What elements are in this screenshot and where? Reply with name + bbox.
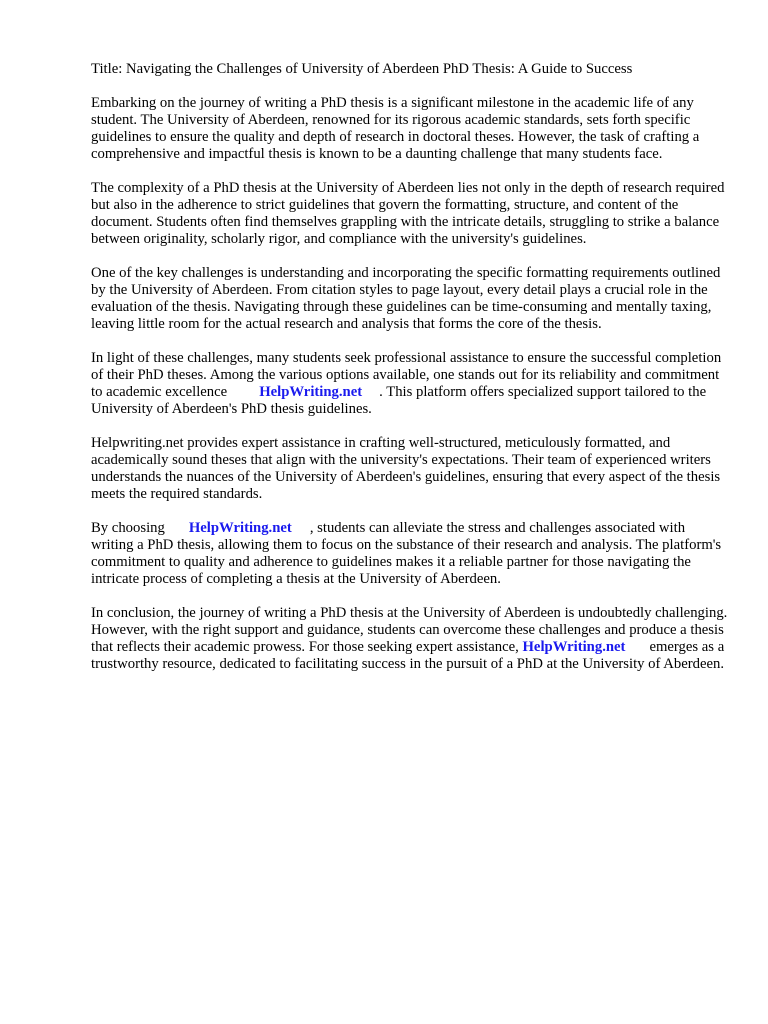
paragraph-choosing-text-after: , students can alleviate the stress and challenges associated with writing a PhD thesis, allowing them to focus on the substance of their research and analysis. The platform's commitment to quality and adherence to guidelines makes it a reliable partner for those navigating the intricate process of completing a thesis at the University of Aberdeen. bbox=[91, 520, 722, 587]
paragraph-choosing bbox=[91, 520, 731, 588]
helpwriting-link[interactable]: HelpWriting.net bbox=[188, 520, 292, 536]
paragraph-conclusion-text-after: emerges as a trustworthy resource, dedicated to facilitating success in the pursuit of a PhD at the University of Aberdeen. bbox=[91, 639, 725, 672]
paragraph-complexity: The complexity of a PhD thesis at the University of Aberdeen lies not only in the depth of research required but also in the adherence to strict guidelines that govern the formatting, structure, and content of the document. Students often find themselves grappling with the intricate details, struggling to strike a balance between originality, scholarly rigor, and compliance with the university's guidelines. bbox=[91, 180, 725, 247]
paragraph-assistance-text-before: In light of these challenges, many students seek professional assistance to ensure the successful completion of their PhD theses. Among the various options available, one stands out for its reliability and commitment to academic excellence bbox=[91, 350, 722, 400]
paragraph-formatting: One of the key challenges is understanding and incorporating the specific formatting requirements outlined by the University of Aberdeen. From citation styles to page layout, every detail plays a crucial role in the evaluation of the thesis. Navigating through these guidelines can be time-consuming and mentally taxing, leaving little room for the actual research and analysis that forms the core of the thesis. bbox=[91, 265, 721, 332]
helpwriting-link[interactable]: HelpWriting.net bbox=[259, 384, 363, 400]
helpwriting-link[interactable]: HelpWriting.net bbox=[522, 639, 626, 655]
paragraph-intro: Embarking on the journey of writing a PhD thesis is a significant milestone in the academic life of any student. The University of Aberdeen, renowned for its rigorous academic standards, sets forth specific guidelines to ensure the quality and depth of research in doctoral theses. However, the task of crafting a comprehensive and impactful thesis is known to be a daunting challenge that many students face. bbox=[91, 95, 700, 162]
paragraph-choosing-text-before: By choosing bbox=[91, 520, 165, 536]
paragraph-assistance bbox=[91, 350, 731, 418]
paragraph-conclusion bbox=[91, 605, 731, 673]
paragraph-expert: Helpwriting.net provides expert assistance in crafting well-structured, meticulously formatted, and academically sound theses that align with the university's expectations. Their team of experienced writers understands the nuances of the University of Aberdeen's guidelines, ensuring that every aspect of the thesis meets the required standards. bbox=[91, 435, 721, 502]
document-title: Title: Navigating the Challenges of University of Aberdeen PhD Thesis: A Guide to Success bbox=[91, 61, 633, 77]
paragraph-assistance-text-after: . This platform offers specialized support tailored to the University of Aberdeen's PhD thesis guidelines. bbox=[91, 384, 707, 417]
document-page bbox=[91, 61, 731, 690]
paragraph-conclusion-text-before: In conclusion, the journey of writing a PhD thesis at the University of Aberdeen is undoubtedly challenging. However, with the right support and guidance, students can overcome these challenges and produce a thesis that reflects their academic prowess. For those seeking expert assistance, bbox=[91, 605, 728, 655]
